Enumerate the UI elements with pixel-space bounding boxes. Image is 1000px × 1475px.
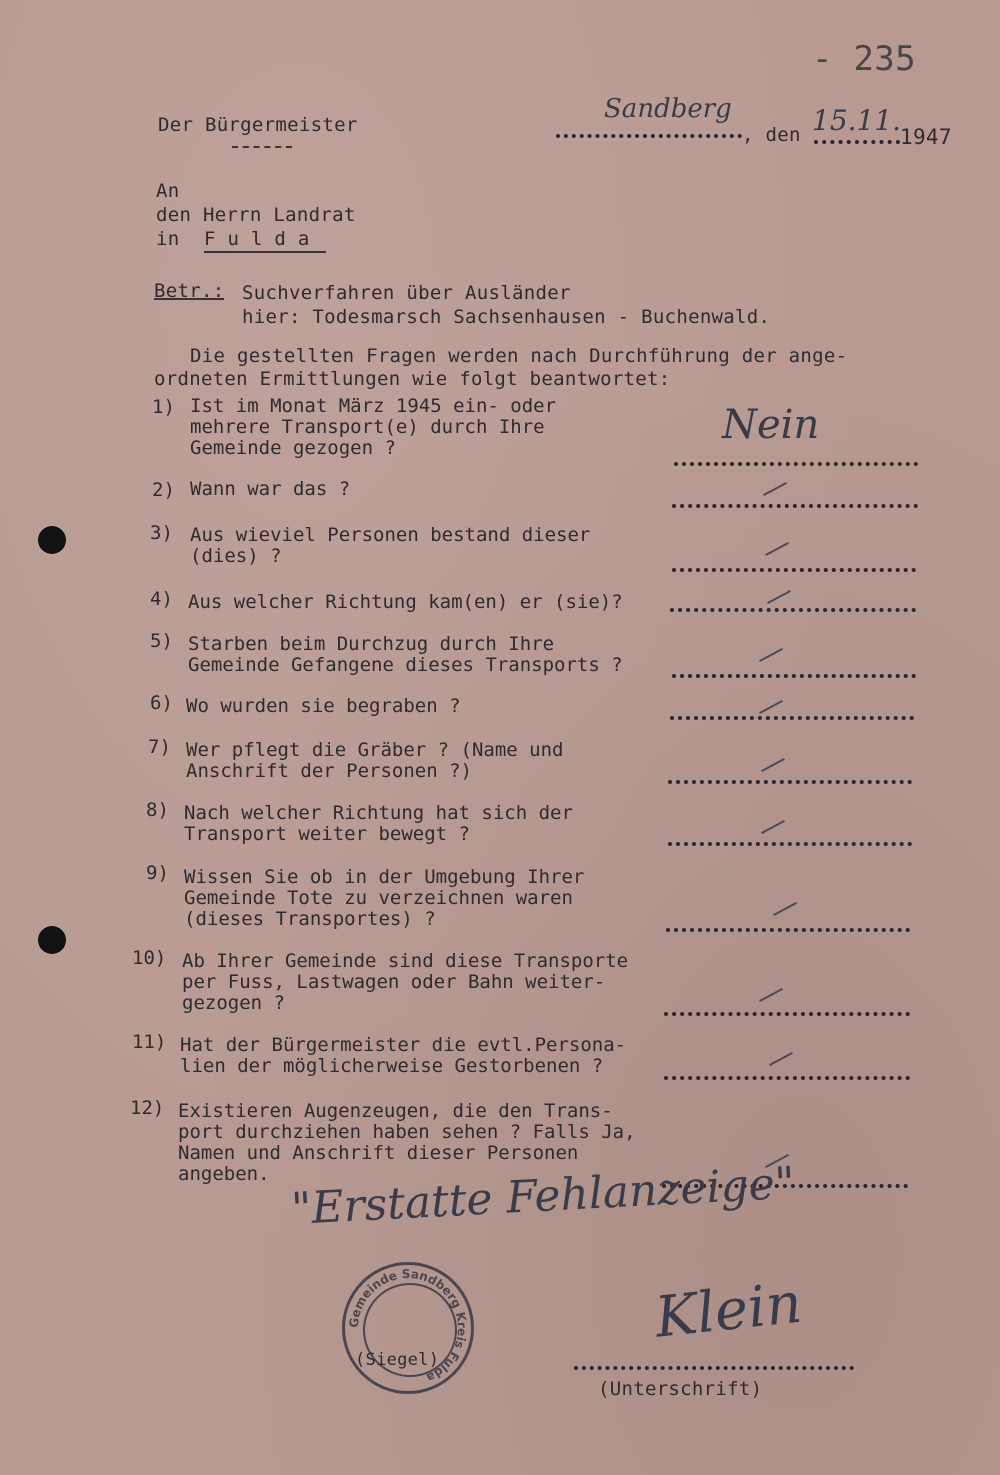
question-number: 2)	[152, 479, 175, 501]
sender: Der Bürgermeister	[158, 114, 358, 136]
question-text: Existieren Augenzeugen, die den Trans- port durchziehen haben sehen ? Falls Ja, Namen und Anschrift dieser Personen angeben.	[178, 1100, 636, 1185]
intro-line-1: Die gestellten Fragen werden nach Durchführung der ange-	[190, 345, 848, 367]
address-line-2: den Herrn Landrat	[156, 204, 356, 226]
seal-label: (Siegel)	[355, 1350, 440, 1370]
answer-dash	[761, 758, 785, 772]
question-text: Wo wurden sie begraben ?	[186, 695, 461, 717]
remark-handwritten: "Erstatte Fehlanzeige"	[290, 1157, 797, 1235]
page-number: - 235	[812, 39, 916, 79]
answer-dash	[765, 542, 789, 556]
seal-ring-text-graphic	[342, 1262, 474, 1394]
date-year: 1947	[900, 125, 952, 149]
question-text: Ab Ihrer Gemeinde sind diese Transporte per Fuss, Lastwagen oder Bahn weiter- gezogen ?	[182, 950, 629, 1014]
answer-dash	[773, 902, 797, 916]
answer-dash	[761, 820, 785, 834]
date-dotted-line	[814, 140, 900, 144]
place-dotted-line	[556, 134, 742, 138]
intro-line-2: ordneten Ermittlungen wie folgt beantwortet:	[154, 368, 671, 390]
municipal-seal	[342, 1262, 474, 1394]
question-text: Hat der Bürgermeister die evtl.Persona- lien der möglicherweise Gestorbenen ?	[180, 1034, 627, 1077]
question-text: Aus welcher Richtung kam(en) er (sie)?	[188, 591, 623, 613]
place-handwritten: Sandberg	[604, 94, 732, 124]
signature-label: (Unterschrift)	[598, 1378, 763, 1400]
question-number: 1)	[152, 396, 175, 418]
answer-handwritten: Nein	[722, 402, 820, 448]
answer-dotted-line	[664, 1076, 910, 1080]
punch-hole-bottom	[38, 926, 66, 954]
question-text: Starben beim Durchzug durch Ihre Gemeinde Gefangene dieses Transports ?	[188, 633, 623, 676]
question-number: 9)	[146, 862, 169, 884]
subject-line-2: hier: Todesmarsch Sachsenhausen - Buchenwald.	[242, 306, 771, 328]
question-number: 4)	[150, 588, 173, 610]
subject-label-underline	[154, 298, 224, 300]
answer-dash	[769, 1052, 793, 1066]
signature-handwritten: Klein	[652, 1270, 805, 1351]
answer-dotted-line	[674, 462, 918, 466]
answer-dotted-line	[670, 608, 916, 612]
question-number: 11)	[132, 1031, 167, 1053]
address-line-1: An	[156, 180, 180, 202]
address-place-underline	[204, 251, 326, 253]
answer-dotted-line	[672, 504, 918, 508]
question-number: 7)	[148, 736, 171, 758]
answer-dotted-line	[666, 928, 910, 932]
date-day-handwritten: 15.11.	[812, 104, 902, 137]
answer-dotted-line	[668, 780, 912, 784]
question-number: 12)	[130, 1097, 165, 1119]
answer-dash	[759, 700, 783, 714]
answer-dotted-line	[664, 1012, 910, 1016]
sender-underline	[232, 146, 292, 148]
question-number: 6)	[150, 692, 173, 714]
answer-dash	[767, 590, 791, 604]
subject-label: Betr.:	[154, 280, 225, 302]
answer-dash	[763, 482, 787, 496]
answer-dotted-line	[670, 716, 914, 720]
question-text: Nach welcher Richtung hat sich der Transport weiter bewegt ?	[184, 802, 573, 845]
address-line-3-prefix: in	[156, 228, 180, 250]
answer-dash	[759, 988, 783, 1002]
address-place: F u l d a	[204, 228, 310, 250]
punch-hole-top	[38, 526, 66, 554]
question-text: Wer pflegt die Gräber ? (Name und Anschrift der Personen ?)	[186, 739, 564, 782]
question-number: 8)	[146, 799, 169, 821]
answer-dotted-line	[672, 674, 916, 678]
question-text: Aus wieviel Personen bestand dieser (dies) ?	[190, 524, 591, 567]
question-text: Wann war das ?	[190, 478, 351, 500]
date-prefix: , den	[742, 124, 801, 146]
question-number: 5)	[150, 630, 173, 652]
answer-dotted-line	[668, 842, 912, 846]
answer-dash	[759, 648, 783, 662]
question-text: Ist im Monat März 1945 ein- oder mehrere Transport(e) durch Ihre Gemeinde gezogen ?	[190, 395, 557, 459]
answer-dotted-line	[672, 568, 916, 572]
question-text: Wissen Sie ob in der Umgebung Ihrer Gemeinde Tote zu verzeichnen waren (dieses Transportes) ?	[184, 866, 585, 930]
svg-text:Gemeinde Sandberg Kreis Fulda: Gemeinde Sandberg Kreis Fulda	[346, 1266, 470, 1385]
subject-line-1: Suchverfahren über Ausländer	[242, 282, 571, 304]
question-number: 3)	[150, 522, 173, 544]
question-number: 10)	[132, 947, 167, 969]
signature-dotted-line	[574, 1366, 854, 1370]
